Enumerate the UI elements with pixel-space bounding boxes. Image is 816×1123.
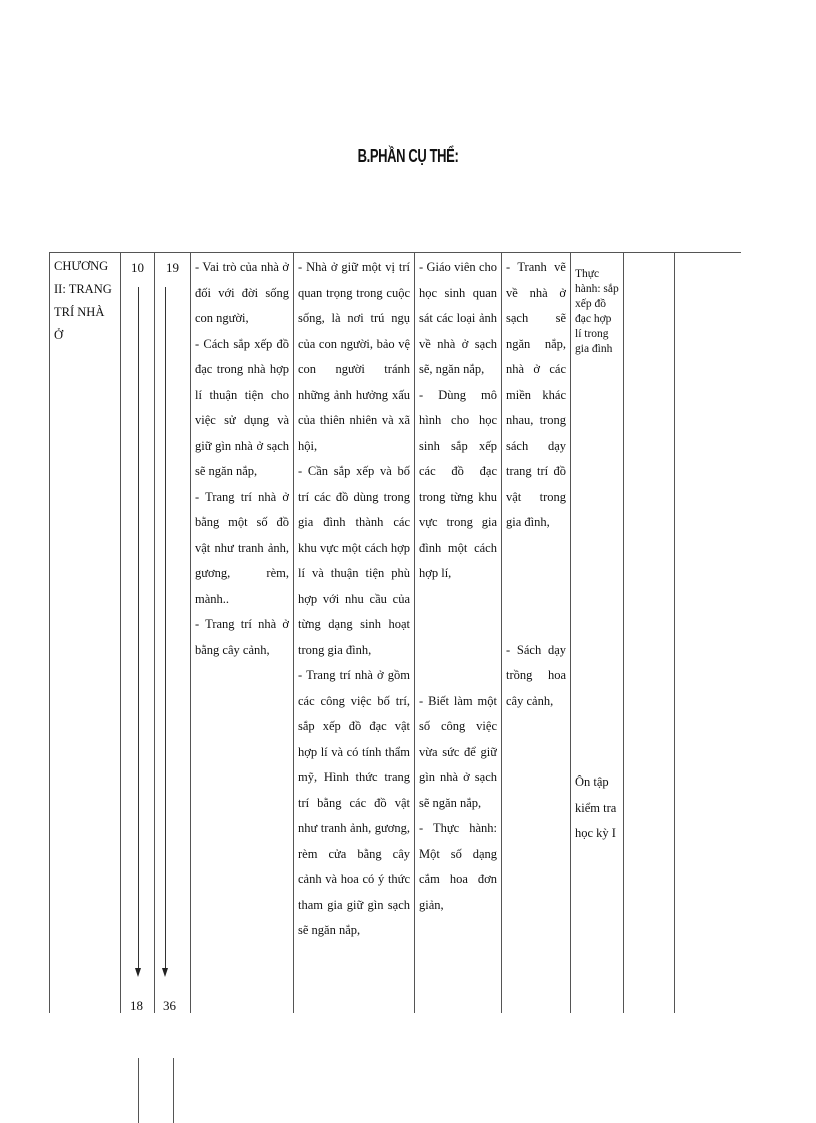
week-start: 10 xyxy=(131,260,144,275)
knowledge-item: - Vai trò của nhà ở đối với đời sống con người, xyxy=(195,260,289,325)
material-item: - Sách dạy trồng hoa cây cảnh, xyxy=(506,642,566,708)
lesson-arrow-line xyxy=(165,287,166,970)
method-item: - Dùng mô hình cho học sinh sắp xếp các đồ đạc trong từng khu vực trong gia đình một cách hợp lí, xyxy=(419,387,497,580)
knowledge-item: - Trang trí nhà ở bằng một số đồ vật như tranh ảnh, gương, rèm, mành.. xyxy=(195,489,289,606)
content-item: - Nhà ở giữ một vị trí quan trọng trong cuộc sống, là nơi trú ngụ của con người, bảo vệ con người tránh những ảnh hưởng xấu của thiên nhiên và xã hội, xyxy=(298,260,410,453)
content-cell xyxy=(294,253,415,1014)
knowledge-item: - Cách sắp xếp đồ đạc trong nhà hợp lí thuận tiện cho việc sử dụng và giữ gìn nhà ở sạch sẽ ngăn nắp, xyxy=(195,336,289,478)
material-item: - Tranh vẽ về nhà ở sạch sẽ ngăn nắp, nhà ở các miền khác nhau, trong sách dạy trang trí đồ vật trong gia đình, xyxy=(506,260,566,529)
method-item: - Giáo viên cho học sinh quan sát các loại ảnh về nhà ở sạch sẽ, ngăn nắp, xyxy=(419,260,497,376)
empty-cell xyxy=(624,253,675,1014)
notes-cell xyxy=(571,253,624,1014)
curriculum-table xyxy=(49,252,741,1014)
page-title: B.PHẦN CỤ THỂ: xyxy=(357,146,459,166)
week-arrow-head xyxy=(135,968,141,977)
lesson-cell xyxy=(155,253,191,1014)
content-item: - Cần sắp xếp và bố trí các đồ dùng trong gia đình thành các khu vực một cách hợp lí và thuận tiện phù hợp với nhu cầu của từng dạng sinh hoạt trong gia đình, xyxy=(298,464,410,657)
method-item: - Thực hành: Một số dạng cắm hoa đơn giản, xyxy=(419,821,497,912)
content-item: - Trang trí nhà ở gồm các công việc bố trí, sắp xếp đồ đạc vật hợp lí và có tính thẩm mỹ, Hình thức trang trí bằng các đồ vật như tranh ảnh, gương, rèm cửa bằng cây cảnh và hoa có ý thức tham gia giữ gìn sạch sẽ ngăn nắp, xyxy=(298,668,410,937)
knowledge-item: - Trang trí nhà ở bằng cây cảnh, xyxy=(195,617,289,657)
week-end: 18 xyxy=(130,998,143,1013)
column-divider xyxy=(138,1058,139,1123)
lesson-arrow-head xyxy=(162,968,168,977)
chapter-cell xyxy=(50,253,121,1014)
week-arrow-line xyxy=(138,287,139,970)
knowledge-cell xyxy=(191,253,294,1014)
chapter-title: CHƯƠNG II: TRANG TRÍ NHÀ Ở xyxy=(54,259,112,342)
column-divider xyxy=(173,1058,174,1123)
lesson-start: 19 xyxy=(166,260,179,275)
methods-cell xyxy=(415,253,502,1014)
review-note: Ôn tập kiểm tra học kỳ I xyxy=(575,775,617,840)
empty-cell xyxy=(675,253,742,1014)
materials-cell xyxy=(502,253,571,1014)
table-row xyxy=(50,253,742,1014)
lesson-end: 36 xyxy=(163,998,176,1013)
method-item: - Biết làm một số công việc vừa sức để giữ gìn nhà ở sạch sẽ ngăn nắp, xyxy=(419,693,497,810)
practice-note: Thực hành: sắp xếp đồ đạc hợp lí trong gia đình xyxy=(575,268,619,355)
